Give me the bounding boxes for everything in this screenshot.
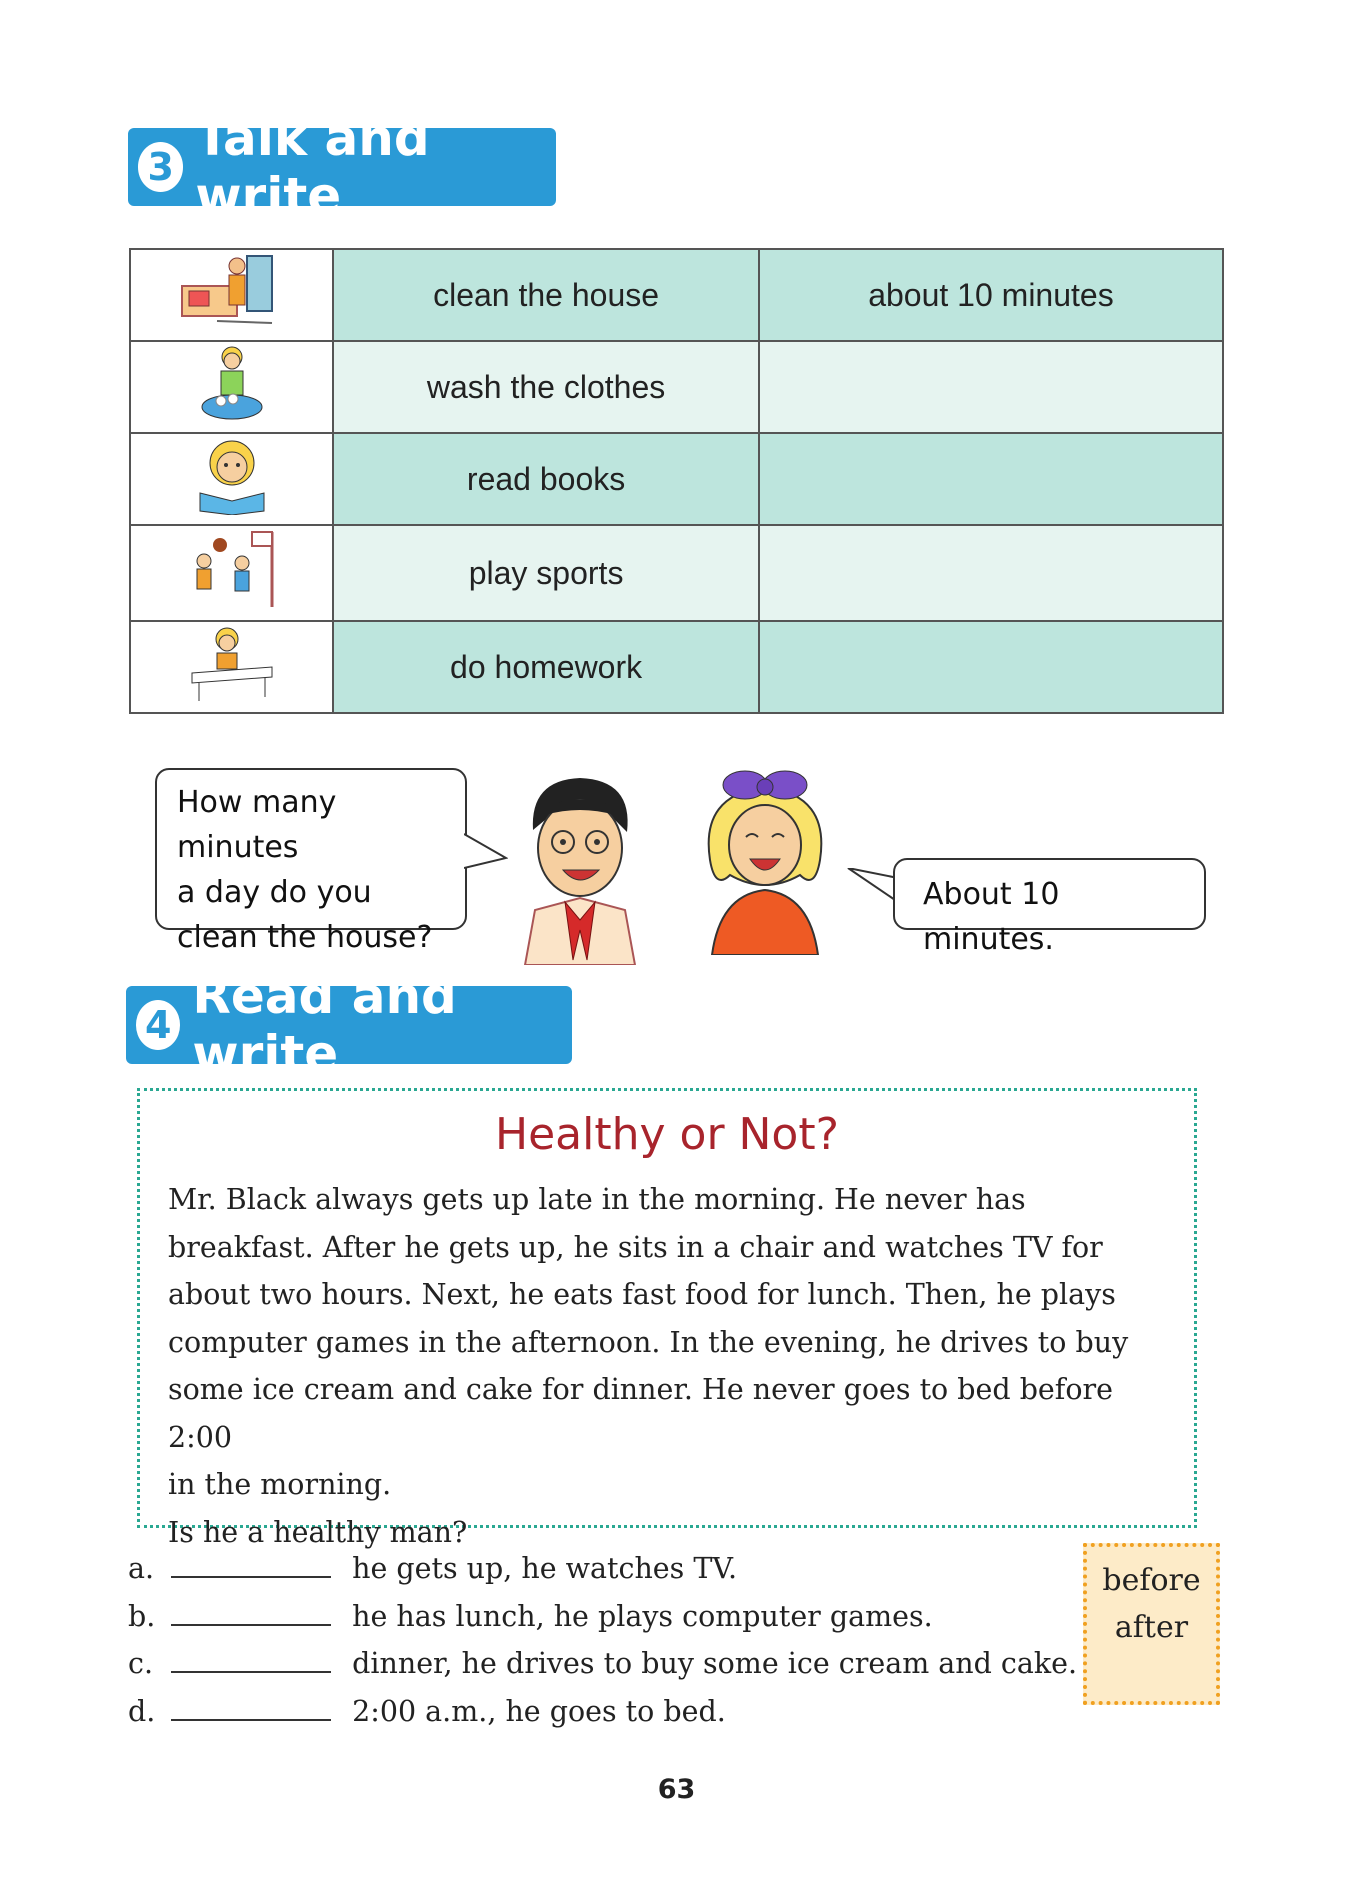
word-option: after [1114,1610,1189,1645]
reading-passage-box [137,1088,1197,1549]
clean-house-icon [130,249,333,341]
exercise-text: he gets up, he watches TV. [352,1552,738,1585]
section-title: Talk and write [195,109,430,225]
passage-line: Is he a healthy man? [168,1515,468,1549]
question-speech-bubble: How many minutes a day do you clean the house? [155,768,467,930]
reading-passage [168,1176,1178,1556]
activity-cell: do homework [333,621,759,713]
exercise-item [128,1688,1077,1736]
answer-speech-bubble: About 10 minutes. [893,858,1206,930]
duration-cell [759,433,1223,525]
section-3-banner [128,109,556,225]
answer-blank[interactable] [171,1693,331,1721]
exercise-text: 2:00 a.m., he goes to bed. [352,1694,726,1728]
exercise-label: c. [128,1647,154,1680]
section-number: 4 [136,1000,180,1050]
table-row [130,249,1223,341]
speech-tail-icon [464,832,508,872]
exercise-label: b. [128,1599,156,1633]
section-number: 3 [138,142,183,192]
passage-line: Mr. Black always gets up late in the morning. He never has [168,1183,1026,1216]
exercise-list [128,1545,1077,1735]
exercise-text: dinner, he drives to buy some ice cream and cake. [352,1647,1078,1680]
speech-tail-icon [846,868,898,908]
play-sports-icon [130,525,333,621]
activity-cell: play sports [333,525,759,621]
section-title: Read and write [192,967,457,1083]
answer-blank[interactable] [171,1598,331,1626]
activity-table [129,248,1224,714]
section-4-banner [126,967,572,1083]
read-books-icon [130,433,333,525]
exercise-label: a. [128,1552,155,1585]
duration-cell: about 10 minutes [759,249,1223,341]
word-option: before [1102,1563,1201,1598]
activity-cell: read books [333,433,759,525]
duration-cell [759,341,1223,433]
homework-icon [130,621,333,713]
exercise-item [128,1593,1077,1641]
exercise-item [128,1640,1077,1688]
exercise-text: he has lunch, he plays computer games. [352,1599,933,1633]
table-row [130,341,1223,433]
passage-line: some ice cream and cake for dinner. He never goes to bed before 2:00 [168,1373,1113,1454]
activity-cell: clean the house [333,249,759,341]
exercise-item [128,1545,1077,1593]
table-row [130,525,1223,621]
duration-cell [759,621,1223,713]
table-row [130,621,1223,713]
boy-character [515,770,645,965]
passage-line: about two hours. Next, he eats fast food for lunch. Then, he plays [168,1278,1116,1311]
activity-cell: wash the clothes [333,341,759,433]
passage-line: computer games in the afternoon. In the evening, he drives to buy [168,1325,1129,1359]
word-box [1083,1543,1220,1705]
reading-title: Healthy or Not? [495,1109,839,1160]
passage-line: in the morning. [168,1468,392,1501]
duration-cell [759,525,1223,621]
wash-clothes-icon [130,341,333,433]
exercise-label: d. [128,1694,156,1728]
page-number: 63 [657,1774,696,1805]
answer-blank[interactable] [171,1550,331,1578]
passage-line: breakfast. After he gets up, he sits in a chair and watches TV for [168,1230,1103,1264]
table-row [130,433,1223,525]
girl-character [700,765,830,955]
answer-blank[interactable] [171,1645,331,1673]
